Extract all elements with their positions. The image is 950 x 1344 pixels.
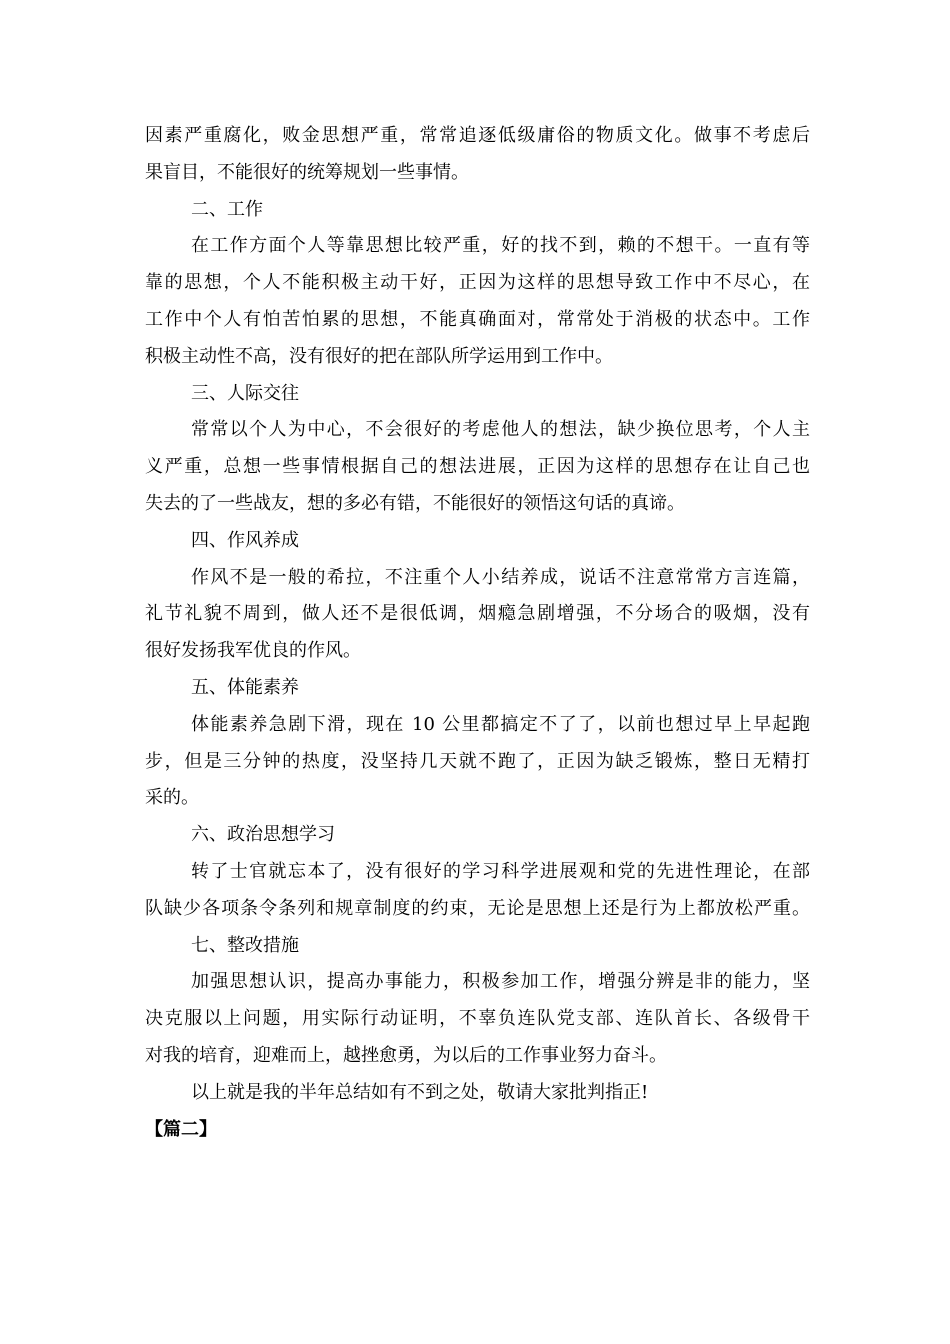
paragraph-line: 步，但是三分钟的热度，没坚持几天就不跑了，正因为缺乏锻炼，整日无精打: [145, 750, 810, 772]
paragraph-line: 常常以个人为中心，不会很好的考虑他人的想法，缺少换位思考，个人主: [191, 419, 810, 441]
part-two-heading: 【篇二】: [145, 1118, 217, 1140]
paragraph-line: 对我的培育，迎难而上，越挫愈勇，为以后的工作事业努力奋斗。: [145, 1044, 667, 1066]
paragraph-line: 作风不是一般的希拉，不注重个人小结养成，说话不注意常常方言连篇，: [191, 566, 810, 588]
section-heading-work: 二、工作: [191, 198, 263, 220]
section-heading-measures: 七、整改措施: [191, 934, 299, 956]
paragraph-line: 礼节礼貌不周到，做人还不是很低调，烟瘾急剧增强，不分场合的吸烟，没有: [145, 603, 810, 625]
paragraph-line: 工作中个人有怕苦怕累的思想，不能真确面对，常常处于消极的状态中。工作: [145, 308, 810, 330]
paragraph-line: 积极主动性不高，没有很好的把在部队所学运用到工作中。: [145, 345, 613, 367]
paragraph-line: 在工作方面个人等靠思想比较严重，好的找不到，赖的不想干。一直有等: [191, 235, 810, 257]
section-heading-style: 四、作风养成: [191, 529, 299, 551]
document-body: [145, 118, 810, 1148]
section-heading-relations: 三、人际交往: [191, 382, 299, 404]
paragraph-line: 采的。: [145, 787, 199, 809]
closing-line: 以上就是我的半年总结如有不到之处，敬请大家批判指正!: [191, 1081, 649, 1103]
paragraph-line: 体能素养急剧下滑，现在 10 公里都搞定不了了，以前也想过早上早起跑: [191, 713, 810, 735]
section-heading-fitness: 五、体能素养: [191, 676, 299, 698]
paragraph-line: 失去的了一些战友，想的多必有错，不能很好的领悟这句话的真谛。: [145, 492, 685, 514]
section-heading-politics: 六、政治思想学习: [191, 824, 335, 846]
paragraph-line: 因素严重腐化，败金思想严重，常常追逐低级庸俗的物质文化。做事不考虑后: [145, 125, 810, 146]
paragraph-line: 靠的思想，个人不能积极主动干好，正因为这样的思想导致工作中不尽心，在: [145, 272, 810, 294]
paragraph-line: 队缺少各项条令条列和规章制度的约束，无论是思想上还是行为上都放松严重。: [145, 897, 810, 919]
paragraph-line: 转了士官就忘本了，没有很好的学习科学进展观和党的先进性理论，在部: [191, 860, 810, 882]
paragraph-line: 决克服以上问题，用实际行动证明，不辜负连队党支部、连队首长、各级骨干: [145, 1008, 810, 1030]
paragraph-line: 很好发扬我军优良的作风。: [145, 640, 361, 662]
paragraph-line: 加强思想认识，提高办事能力，积极参加工作，增强分辨是非的能力，坚: [191, 971, 810, 993]
paragraph-line: 果盲目，不能很好的统筹规划一些事情。: [145, 161, 469, 183]
paragraph-line: 义严重，总想一些事情根据自己的想法进展，正因为这样的思想存在让自己也: [145, 456, 810, 478]
